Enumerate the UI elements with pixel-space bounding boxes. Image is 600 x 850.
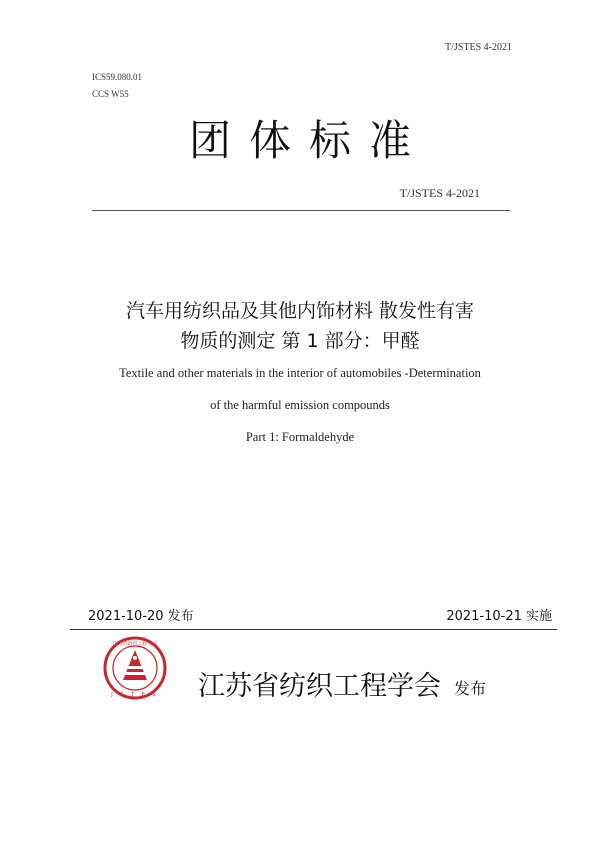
svg-text:J S T E S: J S T E S [111, 692, 159, 698]
doc-code-number: T/JSTES 4-2021 [399, 186, 480, 200]
publisher-name: 江苏省纺织工程学会 [198, 671, 441, 702]
title-en-line3: Part 1: Formaldehyde [245, 430, 355, 444]
ccs-code: CCS W55 [92, 89, 129, 99]
title-cn-line1: 汽车用纺织品及其他内饰材料 散发性有害 [125, 300, 475, 322]
issue-date: 2021-10-20 发布 [88, 609, 194, 624]
bottom-divider [70, 629, 557, 630]
ics-code: ICS59.080.01 [92, 72, 143, 82]
doc-code-header: T/JSTES 4-2021 [445, 42, 512, 53]
title-en-line2: of the harmful emission compounds [210, 398, 390, 412]
title-en-line1: Textile and other materials in the interior of automobiles -Determination [119, 366, 481, 380]
title-cn-line2: 物质的测定 第 1 部分：甲醛 [180, 330, 420, 352]
implementation-date: 2021-10-21 实施 [446, 609, 552, 624]
top-divider [92, 210, 510, 211]
page-title: 团体标准 [188, 116, 429, 165]
publish-label: 发布 [454, 679, 487, 698]
society-seal-icon [103, 636, 167, 700]
svg-text:江苏省纺织工程学会: 江苏省纺织工程学会 [112, 641, 158, 647]
